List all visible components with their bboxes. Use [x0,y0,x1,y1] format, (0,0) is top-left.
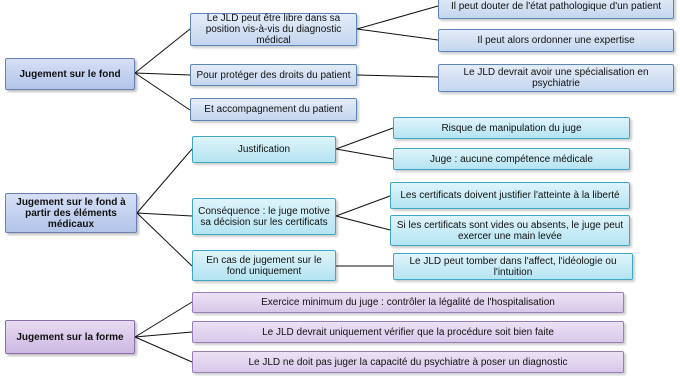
node-justification: Justification [192,136,336,163]
node-risque-manipulation: Risque de manipulation du juge [393,117,630,139]
connector [135,73,190,110]
node-specialisation-psychiatrie: Le JLD devrait avoir une spécialisation en psychiatrie [438,64,674,92]
node-certificats-vides: Si les certificats sont vides ou absents, le juge peut exercer une main levée [390,215,630,246]
connector [357,29,438,40]
connector [336,149,393,159]
connector [357,75,438,77]
node-consequence-certificats: Conséquence : le juge motive sa décision sur les certificats [192,198,336,235]
node-ordonner-expertise: Il peut alors ordonner une expertise [438,29,674,52]
connector [135,332,192,337]
node-verifier-procedure: Le JLD devrait uniquement vérifier que la procédure soit bien faite [192,321,624,343]
node-jugement-sur-le-fond: Jugement sur le fond [5,58,135,90]
node-jugement-sur-la-forme: Jugement sur la forme [5,320,135,354]
connector [357,6,438,29]
node-jld-libre-diagnostic: Le JLD peut être libre dans sa position vis-à-vis du diagnostic médical [190,13,357,46]
node-jugement-elements-medicaux: Jugement sur le fond à partir des éléments médicaux [5,193,137,233]
connector [336,216,390,230]
connector [336,196,390,216]
node-douter-etat-pathologique: Il peut douter de l'état pathologique d'un patient [438,0,674,19]
node-proteger-droits: Pour protéger des droits du patient [190,64,357,86]
node-certificats-justifier: Les certificats doivent justifier l'atteinte à la liberté [390,182,630,209]
node-accompagnement-patient: Et accompagnement du patient [190,98,357,121]
connector [137,149,192,213]
connector [135,29,190,73]
node-capacite-psychiatre: Le JLD ne doit pas juger la capacité du psychiatre à poser un diagnostic [192,351,624,373]
node-aucune-competence: Juge : aucune compétence médicale [393,148,630,170]
connector [137,213,192,216]
node-affect-ideologie: Le JLD peut tomber dans l'affect, l'idéologie ou l'intuition [393,253,633,280]
connector [135,337,192,362]
connector [336,128,393,149]
connector [137,213,192,266]
node-controler-legalite: Exercice minimum du juge : contrôler la légalité de l'hospitalisation [192,292,624,313]
connector [135,73,190,75]
node-jugement-fond-uniquement: En cas de jugement sur le fond uniquement [192,250,336,281]
connector [135,302,192,337]
